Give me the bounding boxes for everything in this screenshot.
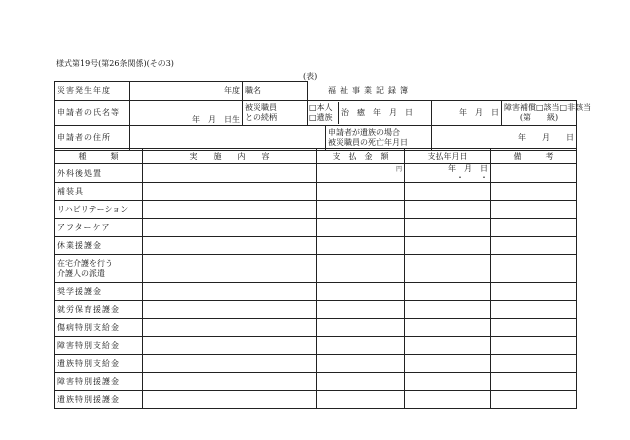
table-row [55,391,577,409]
yen-unit: 円 [395,166,402,173]
amount-cell[interactable] [317,355,405,373]
content-cell[interactable] [143,164,317,183]
remarks-cell[interactable] [491,337,577,355]
pay-date-cell[interactable] [405,355,491,373]
death-date-field[interactable]: 年 月 日 [432,126,577,151]
header-block [54,81,592,151]
table-row [55,355,577,373]
birthdate-field[interactable]: 年 月 日生 [130,101,243,126]
amount-cell[interactable] [317,237,405,255]
relation-label-2: との続柄 [245,113,277,122]
remarks-cell[interactable] [491,255,577,283]
disaster-year-label: 災害発生年度 [55,82,130,101]
welfare-record-table [54,148,577,409]
row-label: 補装具 [55,183,143,201]
pay-date-cell[interactable] [405,391,491,409]
row-label: 奨学援護金 [55,283,143,301]
pay-date-cell[interactable] [405,164,491,183]
relation-label-1: 被災職員 [245,103,277,112]
table-row [55,164,577,183]
pay-date-dots: ・ ・ [456,173,488,182]
col-header-remarks: 備 考 [491,149,577,164]
amount-cell[interactable] [317,301,405,319]
pay-date-cell[interactable] [405,201,491,219]
content-cell[interactable] [143,373,317,391]
applicant-address-field[interactable] [130,126,326,151]
remarks-cell[interactable] [491,391,577,409]
amount-cell[interactable] [317,391,405,409]
content-cell[interactable] [143,391,317,409]
remarks-cell[interactable] [491,201,577,219]
pay-date-cell[interactable] [405,373,491,391]
remarks-cell[interactable] [491,355,577,373]
cure-date-field[interactable]: 年 月 日 [432,101,502,126]
occupation-label: 職名 [243,82,308,101]
pay-date-cell[interactable] [405,301,491,319]
content-cell[interactable] [143,283,317,301]
bereaved-label-2: 被災職員の死亡年月日 [328,138,408,147]
applicant-name-label: 申請者の氏名等 [55,101,130,126]
disability-status[interactable]: 障害補償□該当□非該当 [504,103,592,112]
applicant-address-label: 申請者の住所 [55,126,130,151]
table-row [55,201,577,219]
col-header-pay-date: 支払年月日 [405,149,491,164]
content-cell[interactable] [143,355,317,373]
cure-label: 治 癒 年 月 日 [341,108,413,117]
content-cell[interactable] [143,301,317,319]
amount-cell[interactable] [317,164,405,183]
content-cell[interactable] [143,183,317,201]
ledger-title: 福祉事業記録簿 [326,82,577,101]
pay-date-value: 年 月 日 [448,164,488,173]
table-row [55,219,577,237]
content-cell[interactable] [143,337,317,355]
remarks-cell[interactable] [491,301,577,319]
side-label: (表) [303,72,318,81]
row-label: 就労保育援護金 [55,301,143,319]
relation-option-self[interactable]: □本人 [309,103,333,112]
content-cell[interactable] [143,255,317,283]
amount-cell[interactable] [317,319,405,337]
row-label [55,255,143,283]
remarks-cell[interactable] [491,183,577,201]
row-label-line-1: 在宅介護を行う [57,258,113,268]
amount-cell[interactable] [317,283,405,301]
pay-date-cell[interactable] [405,183,491,201]
row-label: 遺族特別支給金 [55,355,143,373]
pay-date-cell[interactable] [405,237,491,255]
remarks-cell[interactable] [491,373,577,391]
disaster-year-field[interactable]: 年度 [130,82,243,101]
table-row [55,319,577,337]
col-header-content: 実 施 内 容 [143,149,317,164]
pay-date-cell[interactable] [405,319,491,337]
form-id: 様式第19号(第26条関係)(その3) [56,59,174,68]
row-label: 休業援護金 [55,237,143,255]
pay-date-cell[interactable] [405,283,491,301]
table-row [55,301,577,319]
table-row [55,237,577,255]
amount-cell[interactable] [317,183,405,201]
table-row [55,183,577,201]
col-header-amount: 支 払 金 額 [317,149,405,164]
pay-date-cell[interactable] [405,337,491,355]
table-row [55,255,577,283]
row-label: 傷病特別支給金 [55,319,143,337]
remarks-cell[interactable] [491,219,577,237]
content-cell[interactable] [143,319,317,337]
amount-cell[interactable] [317,337,405,355]
row-label: 外科後処置 [55,164,143,183]
amount-cell[interactable] [317,219,405,237]
table-row [55,373,577,391]
relation-option-family[interactable]: □遺族 [309,113,333,122]
pay-date-cell[interactable] [405,219,491,237]
col-header-type: 種 類 [55,149,143,164]
row-label: 障害特別支給金 [55,337,143,355]
content-cell[interactable] [143,219,317,237]
row-label: 障害特別援護金 [55,373,143,391]
bereaved-label-1: 申請者が遺族の場合 [328,128,400,137]
remarks-cell[interactable] [491,164,577,183]
amount-cell[interactable] [317,201,405,219]
remarks-cell[interactable] [491,283,577,301]
table-row [55,283,577,301]
pay-date-cell[interactable] [405,255,491,283]
disability-grade[interactable]: (第 級) [519,113,559,122]
amount-cell[interactable] [317,373,405,391]
table-row [55,337,577,355]
row-label: アフターケア [55,219,143,237]
amount-cell[interactable] [317,255,405,283]
row-label: 遺族特別援護金 [55,391,143,409]
content-cell[interactable] [143,237,317,255]
content-cell[interactable] [143,201,317,219]
remarks-cell[interactable] [491,237,577,255]
row-label: リハビリテーション [55,201,143,219]
row-label-line-2: 介護人の派遣 [57,268,105,278]
remarks-cell[interactable] [491,319,577,337]
